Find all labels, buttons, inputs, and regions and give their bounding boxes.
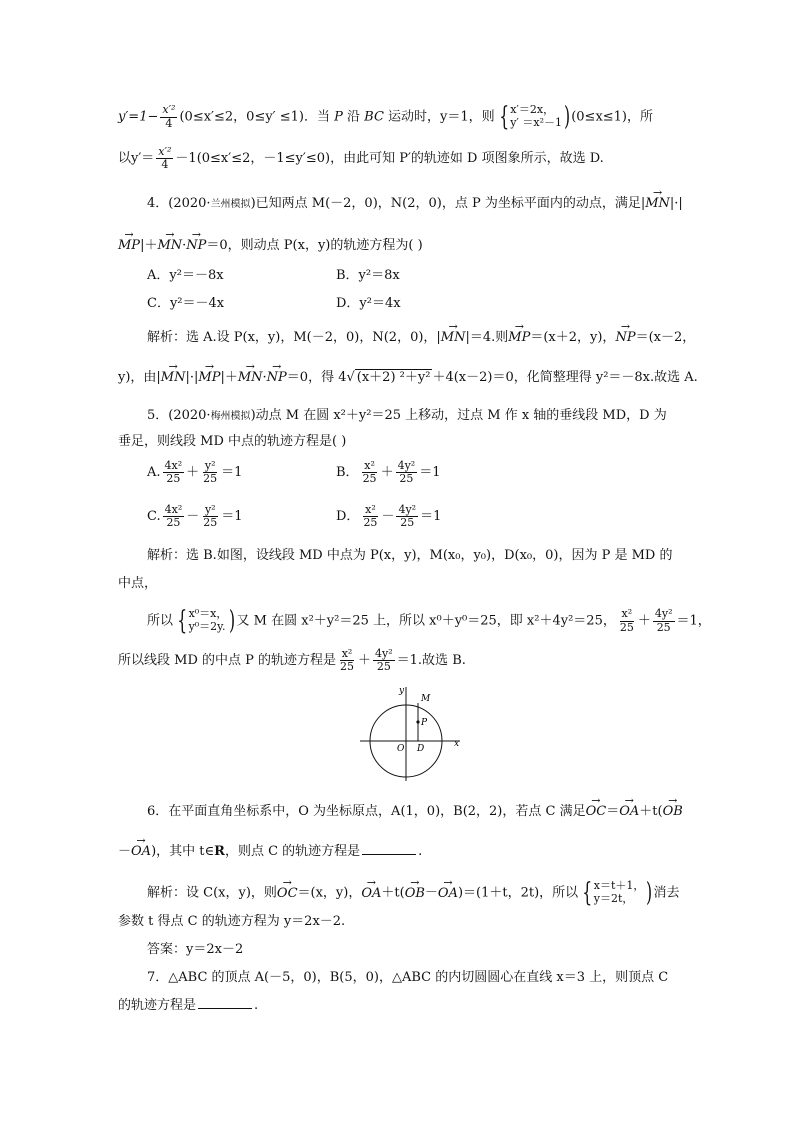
- label-o: O: [397, 744, 405, 754]
- label-p: P: [421, 718, 428, 728]
- q6-solution-2: 参数 t 得点 C 的轨迹方程为 y＝2x－2.: [118, 914, 346, 929]
- question-7-cont: 的轨迹方程是 .: [118, 998, 259, 1013]
- answer-blank-7: [198, 1008, 252, 1009]
- label-y: y: [399, 686, 405, 696]
- label-m: M: [421, 694, 431, 704]
- option-5d: D． $\frac{\text{x²}}{25}$ － $\frac{\text{4y²}}{25}$ ＝1: [336, 503, 442, 530]
- q5-solution-3: 所以 { x⁰＝x， y⁰＝2y. ) 又 M 在圆 x²＋y²＝25 上，所以 x⁰＋y⁰＝25，即 x²＋4y²＝25， $\frac{\text{x²}}{25}$ ＋ $\frac{\text{4y²}}{25}$ ＝1，: [147, 606, 711, 636]
- question-5: 5．(2020·梅州模拟)动点 M 在圆 x²＋y²＝25 上移动，过点 M 作 x 轴的垂线段 MD，D 为: [147, 408, 667, 423]
- answer-blank-6: [362, 854, 416, 855]
- question-4-cont: → MP|＋→ MN·→ NP＝0，则动点 P(x，y)的轨迹方程为( ): [118, 238, 423, 254]
- option-5c: C. $\frac{\text{4x²}}{25}$ － $\frac{\text{y²}}{25}$ ＝1: [147, 503, 243, 530]
- solution-line-1: y′=1− $\frac{\text{x′²}}{4}$ (0≤x′≤2，0≤y′ ≤1)．当 P 沿 BC 运动时，y＝1，则 { x′＝2x， y′ ＝x²－1 ) (0≤x≤1)，所: [118, 102, 654, 132]
- q5-solution-1: 解析：选 B.如图，设线段 MD 中点为 P(x，y)，M(x₀，y₀)，D(x₀，0)，因为 P 是 MD 的: [147, 548, 673, 563]
- question-4: 4．(2020·兰州模拟)已知两点 M(－2，0)，N(2，0)，点 P 为坐标平面内的动点，满足|→ MN|·|: [147, 196, 683, 212]
- question-5-cont: 垂足，则线段 MD 中点的轨迹方程是( ): [118, 434, 347, 449]
- q6-answer: 答案：y＝2x－2: [147, 942, 244, 957]
- label-d: D: [417, 744, 425, 754]
- option-4a: A．y²＝－8x: [147, 268, 224, 283]
- question-6: 6．在平面直角坐标系中，O 为坐标原点，A(1，0)，B(2，2)，若点 C 满足→ OC＝→ OA＋t(→ OB: [147, 804, 683, 820]
- equation-system: { x′＝2x， y′ ＝x²－1 ): [498, 102, 571, 132]
- q6-solution-1: 解析：设 C(x，y)，则→ OC＝(x，y)，→ OA＋t(→ OB－→ OA)＝(1＋t，2t)，所以 { x＝t＋1， y＝2t， ) 消去: [147, 880, 680, 906]
- label-x: x: [454, 739, 460, 749]
- question-7: 7．△ABC 的顶点 A(－5，0)，B(5，0)，△ABC 的内切圆圆心在直线 x＝3 上，则顶点 C: [147, 970, 669, 985]
- option-4d: D．y²＝4x: [336, 296, 401, 311]
- q5-solution-2: 中点，: [118, 576, 158, 591]
- q4-solution-1: 解析：选 A.设 P(x，y)，M(－2，0)，N(2，0)，|→ MN|＝4.则→ MP＝(x＋2，y)，→ NP＝(x－2，: [147, 330, 695, 346]
- point-p: [416, 720, 419, 723]
- circle-diagram: [360, 683, 470, 783]
- option-5b: B． $\frac{\text{x²}}{25}$ ＋ $\frac{\text{4y²}}{25}$ ＝1: [336, 459, 441, 486]
- question-6-cont: －→ OA)，其中 t∈R，则点 C 的轨迹方程是 .: [118, 844, 422, 860]
- q4-solution-2: y)，由|→ MN|·|→ MP|＋→ MN·→ NP＝0，得 4√ (x＋2) ²＋y² ＋4(x－2)＝0，化简整理得 y²＝－8x.故选 A.: [118, 370, 698, 386]
- option-4b: B．y²＝8x: [336, 268, 400, 283]
- option-4c: C．y²＝－4x: [147, 296, 225, 311]
- option-5a: A. $\frac{\text{4x²}}{25}$ ＋ $\frac{\text{y²}}{25}$ ＝1: [147, 459, 243, 486]
- solution-line-2: 以y′＝ $\frac{\text{x′²}}{4}$ －1(0≤x′≤2，－1≤y′≤0)，由此可知 P′的轨迹如 D 项图象所示，故选 D.: [118, 145, 604, 172]
- q5-solution-4: 所以线段 MD 的中点 P 的轨迹方程是 $\frac{\text{x²}}{25}$ ＋ $\frac{\text{4y²}}{25}$ ＝1.故选 B.: [118, 647, 466, 674]
